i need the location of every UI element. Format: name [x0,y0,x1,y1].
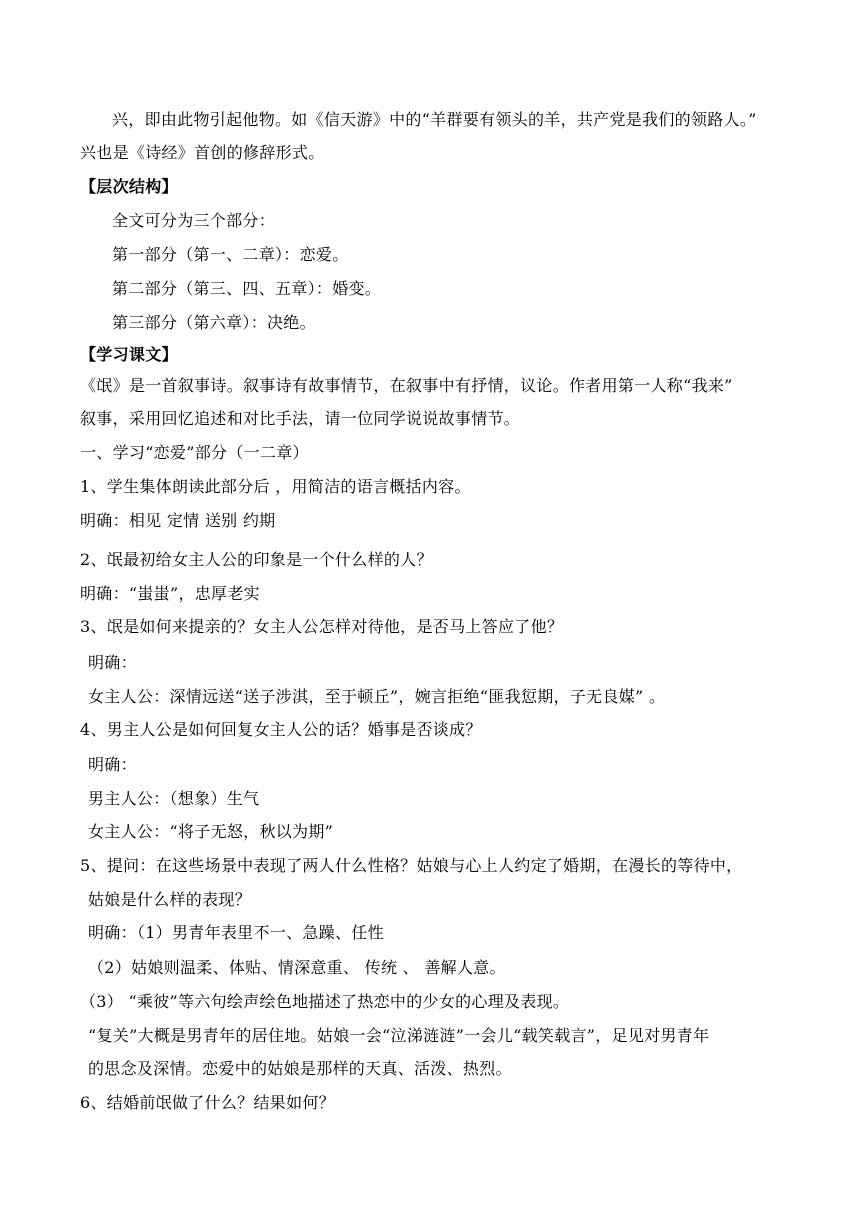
paragraph-line: 女主人公：深情远送“送子涉淇，至于顿丘”，婉言拒绝“匪我愆期，子无良媒” 。 [88,687,666,706]
paragraph-line: 一、学习“恋爱”部分（一二章） [80,443,309,462]
paragraph-line: 4、男主人公是如何回复女主人公的话？婚事是否谈成？ [80,720,482,739]
paragraph-line: 第二部分（第三、四、五章）：婚变。 [112,279,382,298]
paragraph-line: 1、学生集体朗读此部分后 ，用简洁的语言概括内容。 [80,477,471,496]
paragraph-line: 兴，即由此物引起他物。如《信天游》中的“羊群要有领头的羊，共产党是我们的领路人。” [112,110,757,129]
paragraph-line: 3、氓是如何来提亲的？女主人公怎样对待他，是否马上答应了他？ [80,617,564,636]
paragraph-line: 《氓》是一首叙事诗。叙事诗有故事情节，在叙事中有抒情，议论。作者用第一人称“我来” [80,376,733,395]
paragraph-line: 第三部分（第六章）：决绝。 [112,313,316,332]
paragraph-line: 姑娘是什么样的表现？ [88,890,252,909]
paragraph-line: 2、氓最初给女主人公的印象是一个什么样的人？ [80,550,433,569]
paragraph-line: 兴也是《诗经》首创的修辞形式。 [80,143,325,162]
paragraph-line: 明确： [88,653,137,672]
paragraph-line: 明确： [88,755,137,774]
paragraph-line: 5、提问：在这些场景中表现了两人什么性格？姑娘与心上人约定了婚期，在漫长的等待中， [80,856,743,875]
paragraph-line: 明确：（1）男青年表里不一、急躁、任性 [88,923,384,942]
paragraph-line: 的思念及深情。恋爱中的姑娘是那样的天真、活泼、热烈。 [88,1059,512,1078]
paragraph-line: 女主人公：“将子无怒，秋以为期” [88,822,334,841]
section-heading-structure: 【层次结构】 [80,177,178,196]
paragraph-line: 叙事，采用回忆追述和对比手法，请一位同学说说故事情节。 [80,409,521,428]
paragraph-line: 6、结婚前氓做了什么？结果如何？ [80,1093,335,1112]
section-heading-study: 【学习课文】 [80,345,178,364]
paragraph-line: （2）姑娘则温柔、体贴、情深意重、 传统 、 善解人意。 [88,958,506,977]
paragraph-line: 全文可分为三个部分： [112,211,276,230]
paragraph-line: 明确：相见 定情 送别 约期 [80,511,276,530]
paragraph-line: 第一部分（第一、二章）：恋爱。 [112,245,349,264]
paragraph-line: 明确：“蚩蚩”，忠厚老实 [80,584,260,603]
paragraph-line: 男主人公：（想象）生气 [88,789,260,808]
paragraph-line: “复关”大概是男青年的居住地。姑娘一会“泣涕涟涟”一会儿“载笑载言”，足见对男青年 [88,1026,710,1045]
paragraph-line: （3） “乘彼”等六句绘声绘色地描述了热恋中的少女的心理及表现。 [80,992,570,1011]
